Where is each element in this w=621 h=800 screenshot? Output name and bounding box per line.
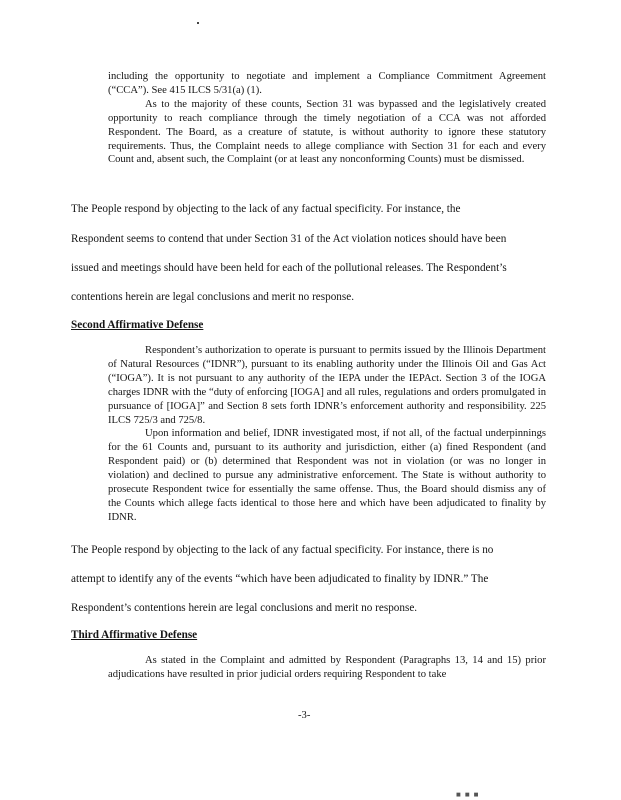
quote-paragraph: including the opportunity to negotiate and implement a Compliance Commitment Agreement (“CCA”). See 415 ILCS 5/31(a) (1). — [108, 71, 546, 96]
quote-paragraph: As to the majority of these counts, Section 31 was bypassed and the legislatively created opportunity to reach compliance through the timely negotiation of a CCA was not afforded Respondent. The Board, as a creature of statute, is without authority to ignore these statutory requirements. Thus, the Complaint needs to allege compliance with Section 31 for each and every Count and, absent such, the Complaint (or at least any nonconforming Counts) must be dismissed. — [108, 98, 546, 166]
block-quote-second-defense — [108, 344, 546, 525]
response-line: The People respond by objecting to the lack of any factual specificity. For instance, there is no — [71, 544, 494, 556]
quote-paragraph: As stated in the Complaint and admitted by Respondent (Paragraphs 13, 14 and 15) prior adjudications have resulted in prior judicial orders requiring Respondent to take — [108, 655, 546, 680]
page-number: -3- — [298, 710, 311, 721]
response-line: Respondent seems to contend that under Section 31 of the Act violation notices should have been — [71, 233, 507, 245]
section-heading: Third Affirmative Defense — [71, 629, 198, 641]
scan-speck — [197, 22, 199, 24]
response-line: issued and meetings should have been held for each of the pollutional releases. The Respondent’s — [71, 262, 507, 274]
section-heading: Second Affirmative Defense — [71, 319, 204, 331]
block-quote-first-defense — [108, 70, 546, 167]
footer-mark: ■ ■ ■ — [456, 790, 480, 799]
block-quote-third-defense — [108, 654, 546, 682]
response-line: attempt to identify any of the events “which have been adjudicated to finality by IDNR.” The — [71, 573, 489, 585]
response-line: The People respond by objecting to the lack of any factual specificity. For instance, the — [71, 203, 461, 215]
response-line: contentions herein are legal conclusions and merit no response. — [71, 291, 355, 303]
response-line: Respondent’s contentions herein are legal conclusions and merit no response. — [71, 602, 418, 614]
quote-paragraph: Upon information and belief, IDNR investigated most, if not all, of the factual underpinnings for the 61 Counts and, pursuant to its authority and jurisdiction, either (a) fined Respondent (and Respondent paid) or (b) determined that Respondent was not in violation (or was no longer in violation) and declined to pursue any administrative enforcement. The State is without authority to prosecute Respondent twice for essentially the same offense. Thus, the Board should dismiss any of the Counts which allege facts identical to those here and which have been adjudicated to finality by IDNR. — [108, 428, 546, 523]
quote-paragraph: Respondent’s authorization to operate is pursuant to permits issued by the Illinois Department of Natural Resources (“IDNR”), pursuant to its enabling authority under the Illinois Oil and Gas Act (“IOGA”). It is not pursuant to any authority of the IEPA under the IEPAct. Section 3 of the IOGA charges IDNR with the “duty of enforcing [IOGA] and all rules, regulations and orders promulgated in pursuance of [IOGA]” and Section 8 sets forth IDNR’s enforcement authority and responsibility. 225 ILCS 725/3 and 725/8. — [108, 345, 546, 426]
